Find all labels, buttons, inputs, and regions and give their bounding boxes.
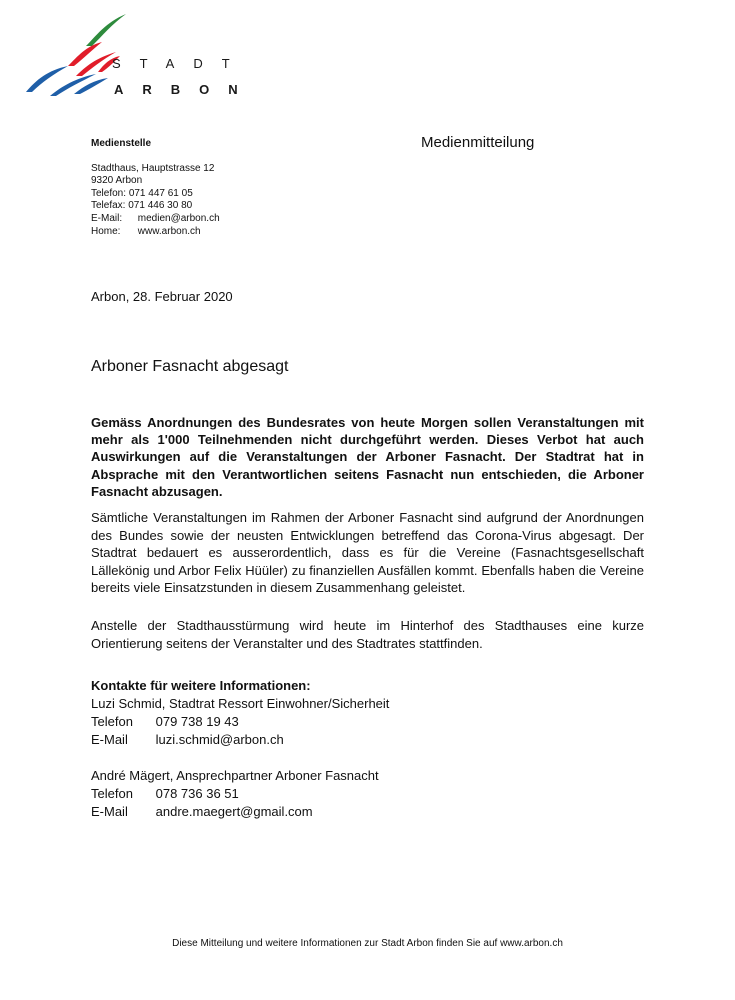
footer-note: Diese Mitteilung und weitere Informationen zur Stadt Arbon finden Sie auf www.arbon.ch [172, 938, 563, 949]
logo-text-arbon: ARBON [114, 82, 257, 97]
logo-text-stadt: STADT [112, 56, 249, 71]
sender-home-label: Home: [91, 225, 121, 237]
sender-fax: 071 446 30 80 [128, 200, 193, 212]
sender-org: Medienstelle [91, 138, 152, 149]
sender-home[interactable]: www.arbon.ch [137, 225, 201, 237]
contact-1-name: Luzi Schmid, Stadtrat Ressort Einwohner/Sicherheit [91, 696, 390, 711]
sender-block [91, 138, 331, 238]
sender-phone-row [91, 188, 331, 201]
document-date: Arbon, 28. Februar 2020 [91, 289, 233, 304]
contact-2-email-row [91, 803, 491, 821]
sender-phone: 071 447 61 05 [128, 187, 193, 199]
contact-2-email[interactable]: andre.maegert@gmail.com [155, 804, 313, 819]
contact-2-email-label: E-Mail [91, 804, 128, 819]
contact-1-phone-label: Telefon [91, 714, 133, 729]
sender-address-line2: 9320 Arbon [91, 175, 143, 187]
contact-1-phone: 079 738 19 43 [155, 714, 239, 729]
contact-2-phone: 078 736 36 51 [155, 786, 239, 801]
sender-email-label: E-Mail: [91, 212, 123, 224]
sender-fax-row [91, 200, 331, 213]
body-paragraph-1: Sämtliche Veranstaltungen im Rahmen der Arboner Fasnacht sind aufgrund der Anordnungen des Bundes sowie der neusten Entwicklungen betreffend das Corona-Virus abgesagt. Der Stadtrat bedauert es ausserordentlich, dass es für die Vereine (Fasnachtsgesellschaft Lällekönig und Arbor Felix Hüüler) zu finanziellen Ausfällen kommt. Ebenfalls haben die Vereine bereits viele Einsatzstunden in diesem Zusammenhang geleistet. [91, 510, 644, 596]
document-type: Medienmitteilung [421, 134, 535, 151]
sender-email-row [91, 213, 331, 226]
body-paragraph-2: Anstelle der Stadthausstürmung wird heute im Hinterhof des Stadthauses eine kurze Orientierung seitens der Veranstalter und des Stadtrates stattfinden. [91, 618, 644, 651]
contact-2-phone-label: Telefon [91, 786, 133, 801]
headline: Arboner Fasnacht abgesagt [91, 358, 289, 375]
contact-2-phone-row [91, 785, 491, 803]
contact-1-email-row [91, 731, 491, 749]
contact-2-name: André Mägert, Ansprechpartner Arboner Fasnacht [91, 768, 379, 783]
contact-1-email-label: E-Mail [91, 732, 128, 747]
sender-fax-label: Telefax: [91, 200, 126, 212]
contacts-spacer [91, 749, 491, 767]
sender-address-line1: Stadthaus, Hauptstrasse 12 [91, 162, 215, 174]
contacts-heading: Kontakte für weitere Informationen: [91, 678, 311, 693]
sender-email[interactable]: medien@arbon.ch [137, 212, 220, 224]
contact-1-email[interactable]: luzi.schmid@arbon.ch [155, 732, 284, 747]
contacts-section [91, 677, 491, 821]
stadt-arbon-logo [22, 12, 257, 100]
sender-phone-label: Telefon: [91, 187, 127, 199]
logo-green-swoosh [86, 14, 126, 46]
sender-home-row [91, 226, 331, 239]
lead-paragraph: Gemäss Anordnungen des Bundesrates von heute Morgen sollen Veranstaltungen mit mehr als 1'000 Teilnehmenden nicht durchgeführt werden. Dieses Verbot hat auch Auswirkungen auf die Veranstaltungen der Arboner Fasnacht. Der Stadtrat hat in Absprache mit den Verantwortlichen seitens Fasnacht nun entschieden, die Arboner Fasnacht abzusagen. [91, 415, 644, 499]
contact-1-phone-row [91, 713, 491, 731]
